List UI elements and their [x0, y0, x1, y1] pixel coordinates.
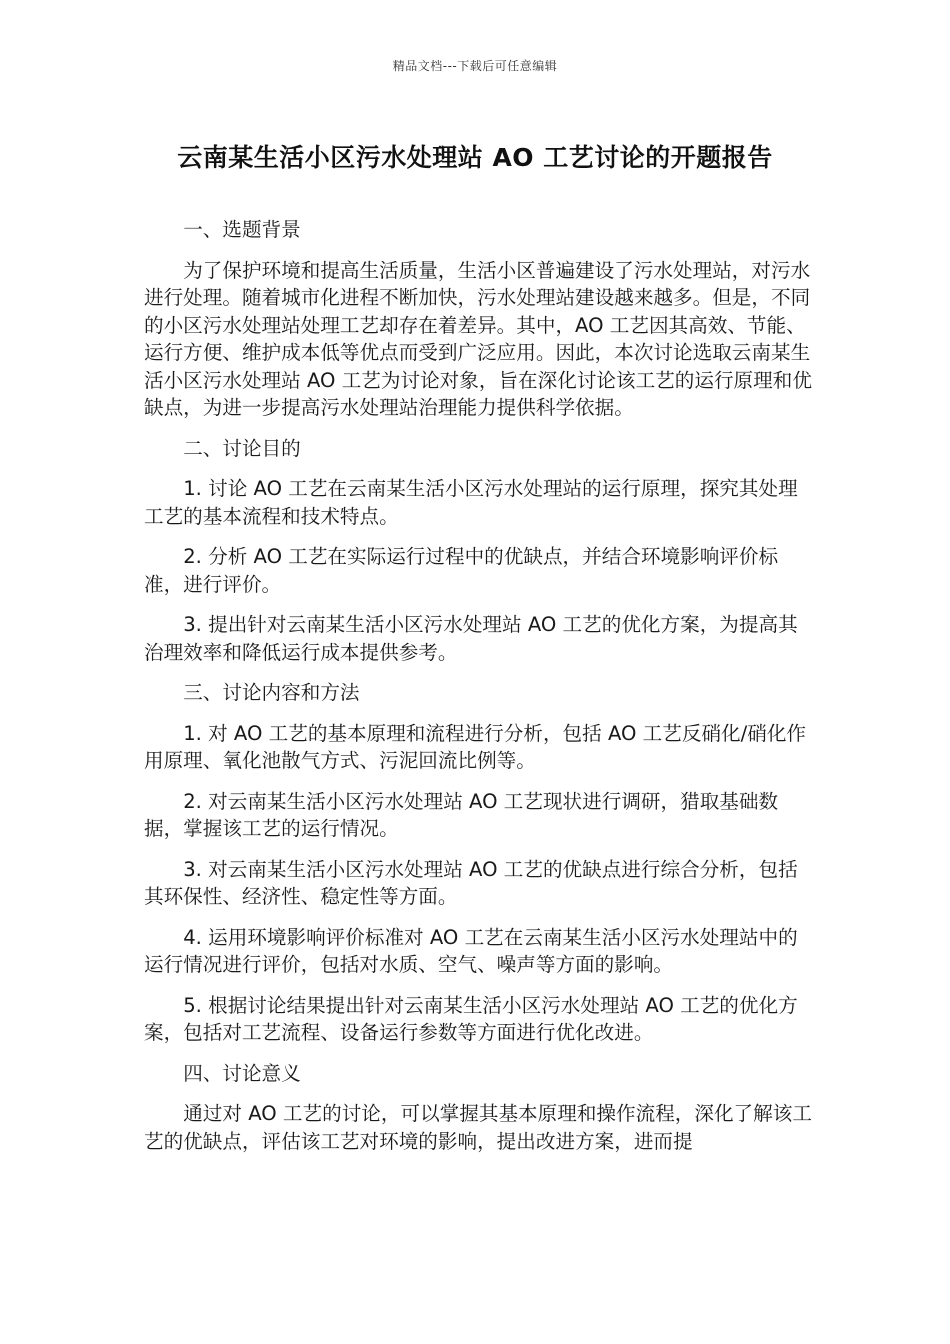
document-body: [144, 216, 812, 1155]
list-item-content-2: 2. 对云南某生活小区污水处理站 AO 工艺现状进行调研，猎取基础数据，掌握该工艺的运行情况。: [144, 789, 779, 840]
section-heading-content-methods: 三、讨论内容和方法: [183, 681, 360, 704]
list-item-content-5: 5. 根据讨论结果提出针对云南某生活小区污水处理站 AO 工艺的优化方案，包括对工艺流程、设备运行参数等方面进行优化改进。: [144, 993, 798, 1044]
list-item-purpose-3: 3. 提出针对云南某生活小区污水处理站 AO 工艺的优化方案，为提高其治理效率和降低运行成本提供参考。: [144, 613, 798, 664]
section-heading-background: 一、选题背景: [183, 218, 301, 241]
list-item-purpose-1: 1. 讨论 AO 工艺在云南某生活小区污水处理站的运行原理，探究其处理工艺的基本流程和技术特点。: [144, 477, 798, 528]
list-item-content-3: 3. 对云南某生活小区污水处理站 AO 工艺的优缺点进行综合分析，包括其环保性、经济性、稳定性等方面。: [144, 857, 798, 908]
header-note: 精品文档---下载后可任意编辑: [392, 59, 558, 73]
list-item-purpose-2: 2. 分析 AO 工艺在实际运行过程中的优缺点，并结合环境影响评价标准，进行评价。: [144, 545, 779, 596]
section-heading-significance: 四、讨论意义: [183, 1061, 301, 1085]
paragraph-significance: 通过对 AO 工艺的讨论，可以掌握其基本原理和操作流程，深化了解该工艺的优缺点，评估该工艺对环境的影响，提出改进方案，进而提: [144, 1102, 812, 1153]
list-item-content-1: 1. 对 AO 工艺的基本原理和流程进行分析，包括 AO 工艺反硝化/硝化作用原理、氧化池散气方式、污泥回流比例等。: [144, 721, 807, 772]
paragraph-background: 为了保护环境和提高生活质量，生活小区普遍建设了污水处理站，对污水进行处理。随着城市化进程不断加快，污水处理站建设越来越多。但是，不同的小区污水处理站处理工艺却存在着差异。其中，AO 工艺因其高效、节能、运行方便、维护成本低等优点而受到广泛应用。因此，本次讨论选取云南某生活小区污水处理站 AO 工艺为讨论对象，旨在深化讨论该工艺的运行原理和优缺点，为进一步提高污水处理站治理能力提供科学依据。: [144, 258, 812, 419]
page-title: 云南某生活小区污水处理站 AO 工艺讨论的开题报告: [177, 143, 773, 172]
section-heading-purpose: 二、讨论目的: [183, 436, 301, 460]
list-item-content-4: 4. 运用环境影响评价标准对 AO 工艺在云南某生活小区污水处理站中的运行情况进行评价，包括对水质、空气、噪声等方面的影响。: [144, 925, 798, 976]
